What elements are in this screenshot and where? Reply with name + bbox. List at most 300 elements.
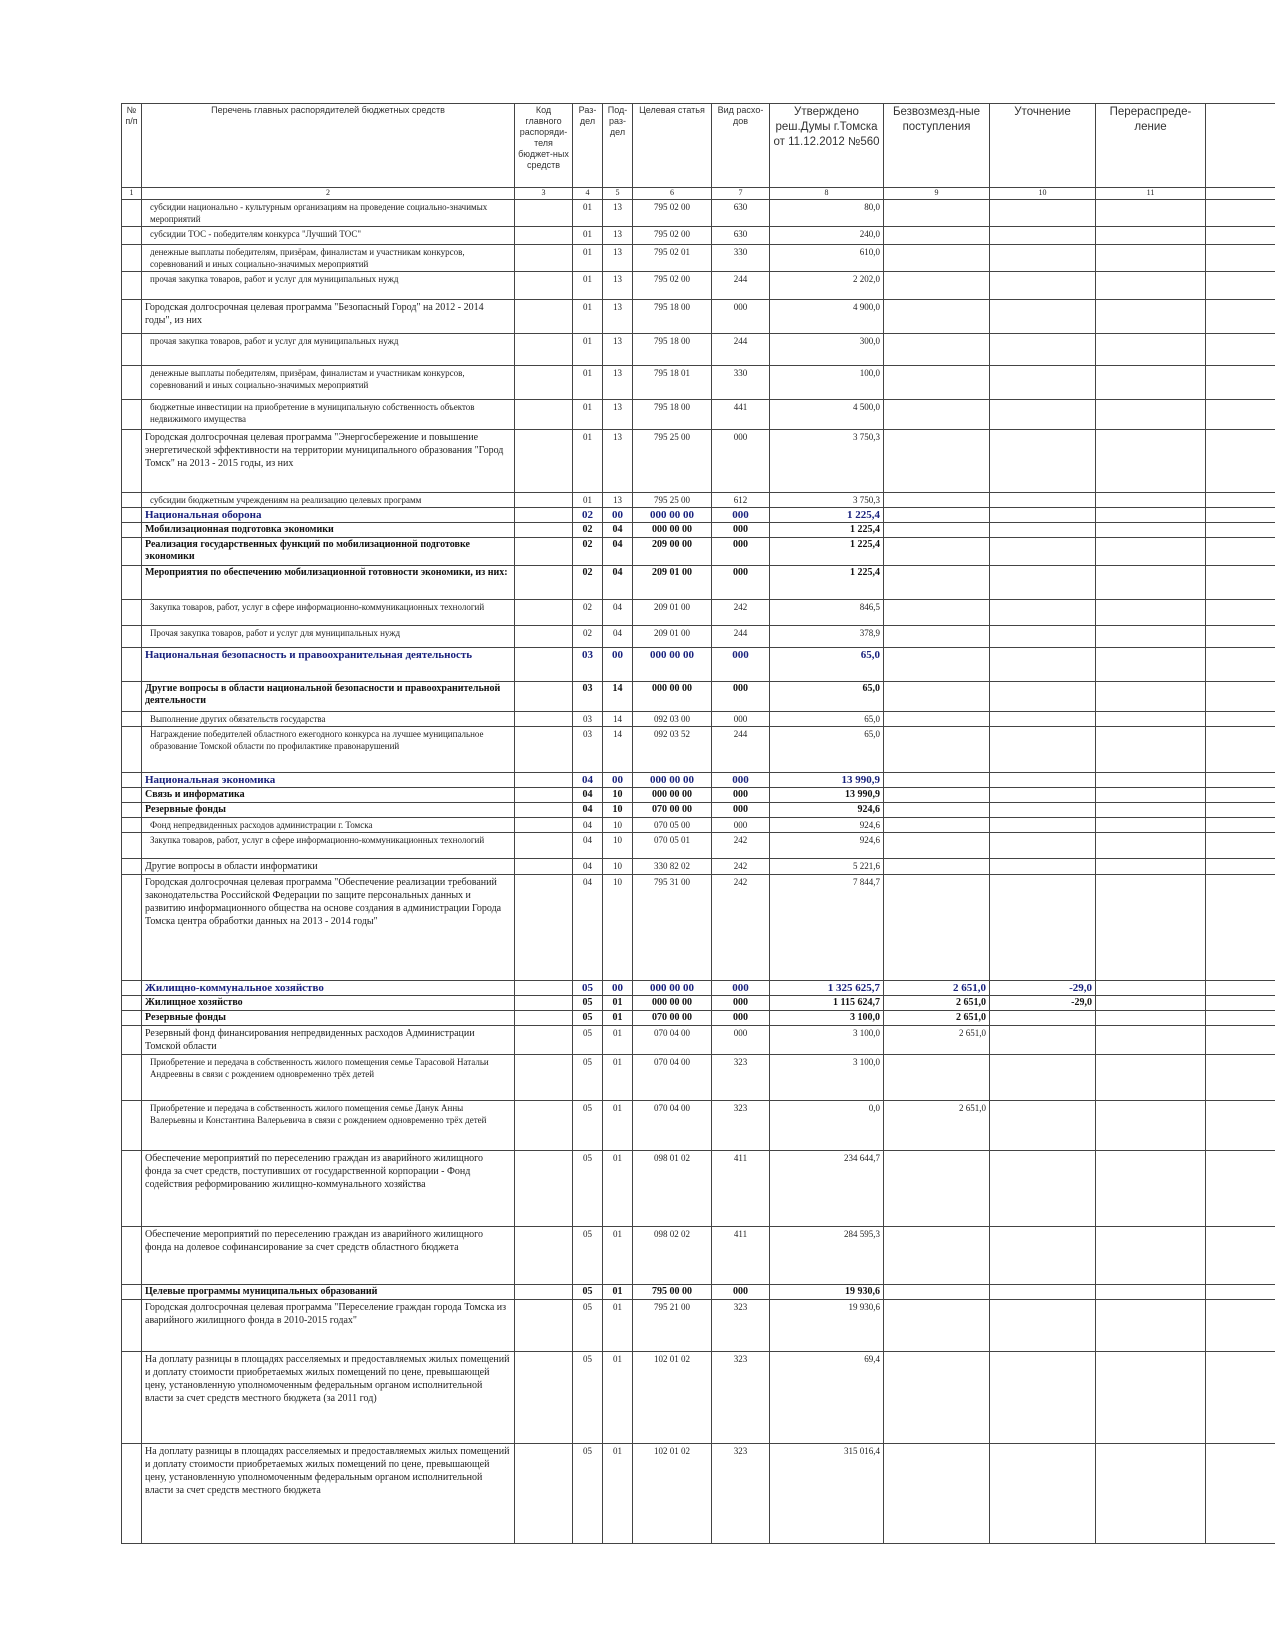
row-section-cell: 04 bbox=[573, 773, 603, 788]
row-clarification-cell bbox=[990, 1227, 1096, 1285]
row-redistribution-cell bbox=[1096, 600, 1206, 626]
row-expense-type-cell: 244 bbox=[712, 727, 770, 773]
row-target-article-cell: 070 04 00 bbox=[633, 1101, 712, 1151]
row-extra-cell bbox=[1206, 818, 1275, 833]
row-subsection-cell: 04 bbox=[603, 538, 633, 566]
row-grants-cell bbox=[884, 833, 990, 859]
row-extra-cell bbox=[1206, 773, 1275, 788]
row-expense-type-cell: 242 bbox=[712, 833, 770, 859]
row-number-cell bbox=[122, 1101, 142, 1151]
row-approved-cell: 5 221,6 bbox=[770, 859, 884, 875]
row-subsection-cell: 13 bbox=[603, 227, 633, 245]
row-subsection-cell: 13 bbox=[603, 272, 633, 300]
row-redistribution-cell bbox=[1096, 538, 1206, 566]
table-row bbox=[122, 727, 1275, 773]
row-name-cell: прочая закупка товаров, работ и услуг для муниципальных нужд bbox=[142, 334, 515, 366]
row-subsection-cell: 10 bbox=[603, 833, 633, 859]
row-clarification-cell bbox=[990, 366, 1096, 400]
col-header-redistribution: Перераспреде-ление bbox=[1096, 104, 1206, 188]
row-subsection-cell: 14 bbox=[603, 727, 633, 773]
col-number: 10 bbox=[990, 188, 1096, 200]
row-section-cell: 05 bbox=[573, 1011, 603, 1026]
col-number: 4 bbox=[573, 188, 603, 200]
table-row bbox=[122, 875, 1275, 981]
col-number: 2 bbox=[142, 188, 515, 200]
row-section-cell: 03 bbox=[573, 682, 603, 712]
row-grants-cell: 2 651,0 bbox=[884, 1011, 990, 1026]
row-name-cell: Резервные фонды bbox=[142, 1011, 515, 1026]
col-number: 3 bbox=[515, 188, 573, 200]
row-number-cell bbox=[122, 788, 142, 803]
row-clarification-cell: -29,0 bbox=[990, 981, 1096, 996]
row-gbs-code-cell bbox=[515, 366, 573, 400]
row-name-cell: Закупка товаров, работ, услуг в сфере информационно-коммуникационных технологий bbox=[142, 600, 515, 626]
row-expense-type-cell: 330 bbox=[712, 245, 770, 272]
row-expense-type-cell: 000 bbox=[712, 508, 770, 523]
row-grants-cell bbox=[884, 600, 990, 626]
row-clarification-cell bbox=[990, 712, 1096, 727]
row-extra-cell bbox=[1206, 245, 1275, 272]
row-target-article-cell: 209 01 00 bbox=[633, 566, 712, 600]
row-number-cell bbox=[122, 1055, 142, 1101]
row-grants-cell bbox=[884, 566, 990, 600]
row-number-cell bbox=[122, 712, 142, 727]
row-extra-cell bbox=[1206, 875, 1275, 981]
row-subsection-cell: 13 bbox=[603, 493, 633, 508]
row-gbs-code-cell bbox=[515, 803, 573, 818]
row-number-cell bbox=[122, 523, 142, 538]
row-approved-cell: 234 644,7 bbox=[770, 1151, 884, 1227]
row-grants-cell bbox=[884, 400, 990, 430]
table-row bbox=[122, 626, 1275, 648]
table-row bbox=[122, 648, 1275, 682]
row-number-cell bbox=[122, 1285, 142, 1300]
row-section-cell: 04 bbox=[573, 859, 603, 875]
row-name-cell: Прочая закупка товаров, работ и услуг для муниципальных нужд bbox=[142, 626, 515, 648]
row-gbs-code-cell bbox=[515, 538, 573, 566]
row-grants-cell bbox=[884, 1151, 990, 1227]
row-clarification-cell bbox=[990, 493, 1096, 508]
row-grants-cell bbox=[884, 788, 990, 803]
row-clarification-cell bbox=[990, 245, 1096, 272]
row-approved-cell: 19 930,6 bbox=[770, 1285, 884, 1300]
row-name-cell: бюджетные инвестиции на приобретение в муниципальную собственность объектов недвижимого имущества bbox=[142, 400, 515, 430]
row-number-cell bbox=[122, 859, 142, 875]
table-row bbox=[122, 682, 1275, 712]
row-gbs-code-cell bbox=[515, 1101, 573, 1151]
row-expense-type-cell: 630 bbox=[712, 200, 770, 227]
row-target-article-cell: 098 01 02 bbox=[633, 1151, 712, 1227]
row-expense-type-cell: 244 bbox=[712, 626, 770, 648]
row-subsection-cell: 13 bbox=[603, 300, 633, 334]
row-subsection-cell: 01 bbox=[603, 996, 633, 1011]
table-row bbox=[122, 1285, 1275, 1300]
row-extra-cell bbox=[1206, 788, 1275, 803]
row-grants-cell bbox=[884, 200, 990, 227]
row-extra-cell bbox=[1206, 1101, 1275, 1151]
row-subsection-cell: 01 bbox=[603, 1300, 633, 1352]
row-extra-cell bbox=[1206, 1352, 1275, 1444]
table-row bbox=[122, 818, 1275, 833]
row-approved-cell: 3 100,0 bbox=[770, 1026, 884, 1055]
table-row bbox=[122, 859, 1275, 875]
row-subsection-cell: 01 bbox=[603, 1026, 633, 1055]
col-header-approved: Утверждено реш.Думы г.Томска от 11.12.2012 №560 bbox=[770, 104, 884, 188]
table-row bbox=[122, 1300, 1275, 1352]
row-expense-type-cell: 330 bbox=[712, 366, 770, 400]
row-number-cell bbox=[122, 803, 142, 818]
row-name-cell: Городская долгосрочная целевая программа "Энергосбережение и повышение энергетической эффективности на территории муниципального образования "Город Томск" на 2013 - 2015 годы, из них bbox=[142, 430, 515, 493]
row-extra-cell bbox=[1206, 334, 1275, 366]
row-gbs-code-cell bbox=[515, 682, 573, 712]
budget-table bbox=[121, 103, 1275, 1544]
row-grants-cell bbox=[884, 334, 990, 366]
table-row bbox=[122, 1055, 1275, 1101]
row-extra-cell bbox=[1206, 712, 1275, 727]
row-expense-type-cell: 000 bbox=[712, 1026, 770, 1055]
row-grants-cell bbox=[884, 682, 990, 712]
row-name-cell: Национальная безопасность и правоохранительная деятельность bbox=[142, 648, 515, 682]
row-expense-type-cell: 000 bbox=[712, 773, 770, 788]
row-redistribution-cell bbox=[1096, 727, 1206, 773]
row-approved-cell: 1 225,4 bbox=[770, 538, 884, 566]
row-subsection-cell: 00 bbox=[603, 981, 633, 996]
row-target-article-cell: 070 05 00 bbox=[633, 818, 712, 833]
row-approved-cell: 315 016,4 bbox=[770, 1444, 884, 1544]
row-target-article-cell: 092 03 00 bbox=[633, 712, 712, 727]
row-grants-cell bbox=[884, 626, 990, 648]
row-approved-cell: 3 750,3 bbox=[770, 430, 884, 493]
row-target-article-cell: 795 21 00 bbox=[633, 1300, 712, 1352]
row-section-cell: 02 bbox=[573, 566, 603, 600]
row-clarification-cell bbox=[990, 1285, 1096, 1300]
col-header-target-article: Целевая статья bbox=[633, 104, 712, 188]
row-approved-cell: 3 100,0 bbox=[770, 1011, 884, 1026]
row-grants-cell bbox=[884, 245, 990, 272]
row-name-cell: Резервные фонды bbox=[142, 803, 515, 818]
row-redistribution-cell bbox=[1096, 1055, 1206, 1101]
row-number-cell bbox=[122, 430, 142, 493]
table-row bbox=[122, 981, 1275, 996]
row-name-cell: субсидии бюджетным учреждениям на реализацию целевых программ bbox=[142, 493, 515, 508]
row-section-cell: 05 bbox=[573, 1055, 603, 1101]
row-gbs-code-cell bbox=[515, 1444, 573, 1544]
row-number-cell bbox=[122, 600, 142, 626]
row-grants-cell bbox=[884, 1444, 990, 1544]
row-section-cell: 05 bbox=[573, 1227, 603, 1285]
row-subsection-cell: 01 bbox=[603, 1151, 633, 1227]
table-row bbox=[122, 1101, 1275, 1151]
row-gbs-code-cell bbox=[515, 508, 573, 523]
row-approved-cell: 924,6 bbox=[770, 818, 884, 833]
row-name-cell: Приобретение и передача в собственность жилого помещения семье Тарасовой Натальи Андреевны в связи с рождением одновременно трёх детей bbox=[142, 1055, 515, 1101]
col-header-gbs-code: Код главного распоряди-теля бюджет-ных средств bbox=[515, 104, 573, 188]
row-section-cell: 01 bbox=[573, 227, 603, 245]
row-gbs-code-cell bbox=[515, 227, 573, 245]
row-extra-cell bbox=[1206, 272, 1275, 300]
row-grants-cell bbox=[884, 272, 990, 300]
row-approved-cell: 65,0 bbox=[770, 727, 884, 773]
row-number-cell bbox=[122, 1444, 142, 1544]
row-subsection-cell: 01 bbox=[603, 1101, 633, 1151]
row-name-cell: Другие вопросы в области национальной безопасности и правоохранительной деятельности bbox=[142, 682, 515, 712]
row-target-article-cell: 000 00 00 bbox=[633, 981, 712, 996]
table-row bbox=[122, 366, 1275, 400]
row-extra-cell bbox=[1206, 430, 1275, 493]
row-redistribution-cell bbox=[1096, 833, 1206, 859]
row-extra-cell bbox=[1206, 227, 1275, 245]
row-grants-cell bbox=[884, 508, 990, 523]
row-name-cell: Городская долгосрочная целевая программа "Безопасный Город" на 2012 - 2014 годы", из них bbox=[142, 300, 515, 334]
col-number bbox=[1206, 188, 1275, 200]
row-clarification-cell: -29,0 bbox=[990, 996, 1096, 1011]
row-extra-cell bbox=[1206, 366, 1275, 400]
row-expense-type-cell: 323 bbox=[712, 1101, 770, 1151]
table-row bbox=[122, 400, 1275, 430]
row-clarification-cell bbox=[990, 508, 1096, 523]
row-subsection-cell: 01 bbox=[603, 1055, 633, 1101]
row-approved-cell: 378,9 bbox=[770, 626, 884, 648]
row-approved-cell: 13 990,9 bbox=[770, 788, 884, 803]
row-gbs-code-cell bbox=[515, 1352, 573, 1444]
row-clarification-cell bbox=[990, 773, 1096, 788]
row-gbs-code-cell bbox=[515, 272, 573, 300]
row-expense-type-cell: 000 bbox=[712, 1285, 770, 1300]
row-section-cell: 01 bbox=[573, 334, 603, 366]
row-target-article-cell: 795 31 00 bbox=[633, 875, 712, 981]
col-header-number: № п/п bbox=[122, 104, 142, 188]
row-number-cell bbox=[122, 875, 142, 981]
row-clarification-cell bbox=[990, 648, 1096, 682]
col-header-subsection: Под-раз-дел bbox=[603, 104, 633, 188]
table-row bbox=[122, 493, 1275, 508]
row-expense-type-cell: 000 bbox=[712, 682, 770, 712]
row-section-cell: 01 bbox=[573, 245, 603, 272]
row-clarification-cell bbox=[990, 682, 1096, 712]
table-row bbox=[122, 1352, 1275, 1444]
row-grants-cell bbox=[884, 859, 990, 875]
row-approved-cell: 3 750,3 bbox=[770, 493, 884, 508]
row-expense-type-cell: 244 bbox=[712, 272, 770, 300]
row-expense-type-cell: 000 bbox=[712, 523, 770, 538]
row-extra-cell bbox=[1206, 859, 1275, 875]
row-name-cell: Обеспечение мероприятий по переселению граждан из аварийного жилищного фонда за счет средств, поступивших от государственной корпорации - Фонд содействия реформированию жилищно-коммунального хозяйства bbox=[142, 1151, 515, 1227]
row-gbs-code-cell bbox=[515, 200, 573, 227]
row-clarification-cell bbox=[990, 400, 1096, 430]
row-gbs-code-cell bbox=[515, 600, 573, 626]
row-subsection-cell: 01 bbox=[603, 1011, 633, 1026]
row-name-cell: Жилищное хозяйство bbox=[142, 996, 515, 1011]
col-number: 9 bbox=[884, 188, 990, 200]
row-gbs-code-cell bbox=[515, 1151, 573, 1227]
row-redistribution-cell bbox=[1096, 508, 1206, 523]
row-clarification-cell bbox=[990, 818, 1096, 833]
row-target-article-cell: 000 00 00 bbox=[633, 996, 712, 1011]
row-gbs-code-cell bbox=[515, 300, 573, 334]
row-clarification-cell bbox=[990, 200, 1096, 227]
row-section-cell: 04 bbox=[573, 803, 603, 818]
row-grants-cell bbox=[884, 1055, 990, 1101]
row-number-cell bbox=[122, 818, 142, 833]
row-section-cell: 04 bbox=[573, 833, 603, 859]
row-gbs-code-cell bbox=[515, 1011, 573, 1026]
row-expense-type-cell: 242 bbox=[712, 859, 770, 875]
row-clarification-cell bbox=[990, 833, 1096, 859]
row-clarification-cell bbox=[990, 1300, 1096, 1352]
row-grants-cell bbox=[884, 1300, 990, 1352]
row-approved-cell: 65,0 bbox=[770, 682, 884, 712]
table-row bbox=[122, 1444, 1275, 1544]
row-target-article-cell: 070 05 01 bbox=[633, 833, 712, 859]
row-target-article-cell: 070 04 00 bbox=[633, 1026, 712, 1055]
row-approved-cell: 610,0 bbox=[770, 245, 884, 272]
row-extra-cell bbox=[1206, 1285, 1275, 1300]
row-grants-cell bbox=[884, 818, 990, 833]
row-number-cell bbox=[122, 493, 142, 508]
row-target-article-cell: 795 25 00 bbox=[633, 493, 712, 508]
row-section-cell: 01 bbox=[573, 366, 603, 400]
row-expense-type-cell: 000 bbox=[712, 300, 770, 334]
row-number-cell bbox=[122, 996, 142, 1011]
row-target-article-cell: 070 00 00 bbox=[633, 1011, 712, 1026]
col-number: 5 bbox=[603, 188, 633, 200]
row-grants-cell bbox=[884, 430, 990, 493]
row-redistribution-cell bbox=[1096, 400, 1206, 430]
row-grants-cell bbox=[884, 493, 990, 508]
row-name-cell: Городская долгосрочная целевая программа "Переселение граждан города Томска из аварийного жилищного фонда в 2010-2015 годах" bbox=[142, 1300, 515, 1352]
table-row bbox=[122, 712, 1275, 727]
row-expense-type-cell: 323 bbox=[712, 1444, 770, 1544]
row-name-cell: Закупка товаров, работ, услуг в сфере информационно-коммуникационных технологий bbox=[142, 833, 515, 859]
row-clarification-cell bbox=[990, 788, 1096, 803]
row-number-cell bbox=[122, 300, 142, 334]
row-target-article-cell: 000 00 00 bbox=[633, 523, 712, 538]
row-target-article-cell: 209 00 00 bbox=[633, 538, 712, 566]
row-name-cell: Фонд непредвиденных расходов администрации г. Томска bbox=[142, 818, 515, 833]
row-extra-cell bbox=[1206, 1227, 1275, 1285]
row-target-article-cell: 092 03 52 bbox=[633, 727, 712, 773]
row-number-cell bbox=[122, 727, 142, 773]
row-grants-cell bbox=[884, 648, 990, 682]
row-approved-cell: 2 202,0 bbox=[770, 272, 884, 300]
row-target-article-cell: 070 00 00 bbox=[633, 803, 712, 818]
row-section-cell: 05 bbox=[573, 1444, 603, 1544]
row-gbs-code-cell bbox=[515, 648, 573, 682]
row-gbs-code-cell bbox=[515, 566, 573, 600]
row-number-cell bbox=[122, 400, 142, 430]
row-redistribution-cell bbox=[1096, 712, 1206, 727]
row-clarification-cell bbox=[990, 1151, 1096, 1227]
row-redistribution-cell bbox=[1096, 803, 1206, 818]
row-redistribution-cell bbox=[1096, 523, 1206, 538]
row-number-cell bbox=[122, 682, 142, 712]
row-grants-cell bbox=[884, 227, 990, 245]
row-section-cell: 01 bbox=[573, 272, 603, 300]
row-subsection-cell: 13 bbox=[603, 430, 633, 493]
row-redistribution-cell bbox=[1096, 300, 1206, 334]
row-target-article-cell: 330 82 02 bbox=[633, 859, 712, 875]
row-target-article-cell: 795 18 00 bbox=[633, 334, 712, 366]
row-expense-type-cell: 630 bbox=[712, 227, 770, 245]
row-gbs-code-cell bbox=[515, 493, 573, 508]
row-section-cell: 01 bbox=[573, 493, 603, 508]
row-extra-cell bbox=[1206, 1444, 1275, 1544]
col-number: 1 bbox=[122, 188, 142, 200]
table-row bbox=[122, 430, 1275, 493]
row-approved-cell: 4 500,0 bbox=[770, 400, 884, 430]
row-name-cell: Мероприятия по обеспечению мобилизационной готовности экономики, из них: bbox=[142, 566, 515, 600]
row-grants-cell bbox=[884, 538, 990, 566]
row-clarification-cell bbox=[990, 626, 1096, 648]
row-section-cell: 02 bbox=[573, 523, 603, 538]
row-target-article-cell: 000 00 00 bbox=[633, 682, 712, 712]
header-row bbox=[122, 104, 1275, 188]
row-name-cell: субсидии национально - культурным организациям на проведение социально-значимых мероприятий bbox=[142, 200, 515, 227]
row-extra-cell bbox=[1206, 1300, 1275, 1352]
row-extra-cell bbox=[1206, 996, 1275, 1011]
row-clarification-cell bbox=[990, 1026, 1096, 1055]
row-redistribution-cell bbox=[1096, 981, 1206, 996]
row-extra-cell bbox=[1206, 803, 1275, 818]
row-expense-type-cell: 323 bbox=[712, 1352, 770, 1444]
row-target-article-cell: 795 02 00 bbox=[633, 200, 712, 227]
row-target-article-cell: 000 00 00 bbox=[633, 508, 712, 523]
row-extra-cell bbox=[1206, 1026, 1275, 1055]
row-section-cell: 02 bbox=[573, 600, 603, 626]
col-number: 11 bbox=[1096, 188, 1206, 200]
row-section-cell: 02 bbox=[573, 538, 603, 566]
table-row bbox=[122, 1026, 1275, 1055]
row-target-article-cell: 795 02 01 bbox=[633, 245, 712, 272]
row-grants-cell: 2 651,0 bbox=[884, 996, 990, 1011]
row-subsection-cell: 10 bbox=[603, 875, 633, 981]
row-number-cell bbox=[122, 833, 142, 859]
row-redistribution-cell bbox=[1096, 1151, 1206, 1227]
table-row bbox=[122, 200, 1275, 227]
row-section-cell: 05 bbox=[573, 1352, 603, 1444]
row-gbs-code-cell bbox=[515, 400, 573, 430]
row-clarification-cell bbox=[990, 727, 1096, 773]
row-extra-cell bbox=[1206, 538, 1275, 566]
row-clarification-cell bbox=[990, 1444, 1096, 1544]
row-approved-cell: 69,4 bbox=[770, 1352, 884, 1444]
row-expense-type-cell: 612 bbox=[712, 493, 770, 508]
row-redistribution-cell bbox=[1096, 996, 1206, 1011]
row-clarification-cell bbox=[990, 803, 1096, 818]
row-name-cell: Национальная оборона bbox=[142, 508, 515, 523]
row-section-cell: 01 bbox=[573, 400, 603, 430]
row-subsection-cell: 14 bbox=[603, 712, 633, 727]
row-redistribution-cell bbox=[1096, 334, 1206, 366]
row-approved-cell: 1 115 624,7 bbox=[770, 996, 884, 1011]
row-redistribution-cell bbox=[1096, 1227, 1206, 1285]
row-expense-type-cell: 000 bbox=[712, 712, 770, 727]
row-subsection-cell: 10 bbox=[603, 803, 633, 818]
row-grants-cell bbox=[884, 773, 990, 788]
row-name-cell: Целевые программы муниципальных образований bbox=[142, 1285, 515, 1300]
row-approved-cell: 924,6 bbox=[770, 803, 884, 818]
row-redistribution-cell bbox=[1096, 200, 1206, 227]
row-extra-cell bbox=[1206, 300, 1275, 334]
row-expense-type-cell: 242 bbox=[712, 600, 770, 626]
table-row bbox=[122, 227, 1275, 245]
row-subsection-cell: 04 bbox=[603, 626, 633, 648]
row-approved-cell: 300,0 bbox=[770, 334, 884, 366]
budget-sheet bbox=[121, 103, 1275, 1544]
row-redistribution-cell bbox=[1096, 1444, 1206, 1544]
row-redistribution-cell bbox=[1096, 1101, 1206, 1151]
row-number-cell bbox=[122, 366, 142, 400]
